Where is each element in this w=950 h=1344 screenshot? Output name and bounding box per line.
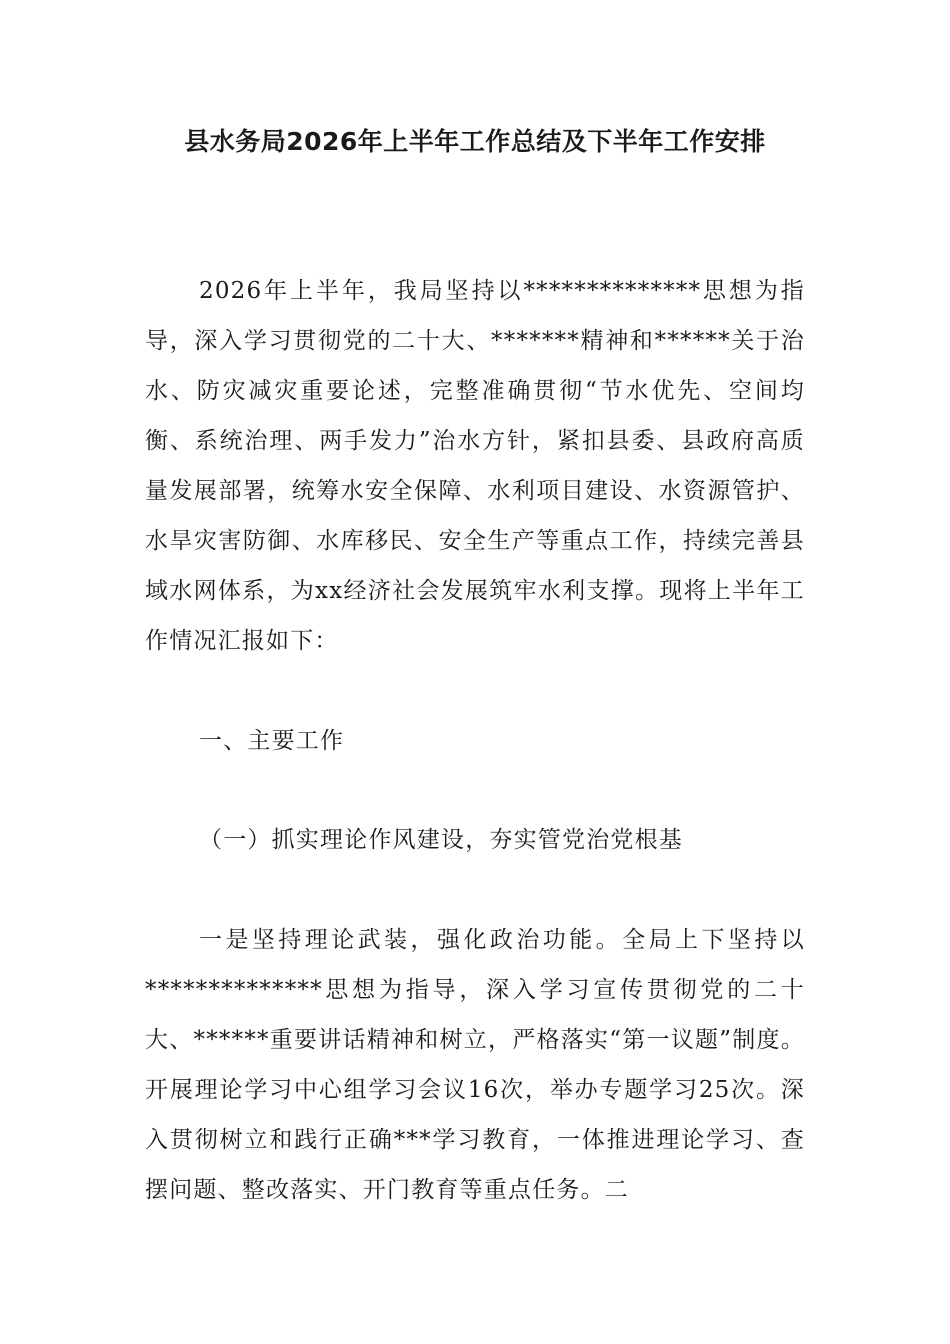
intro-paragraph: 2026年上半年，我局坚持以**************思想为指导，深入学习贯彻党的二十大、*******精神和******关于治水、防灾减灾重要论述，完整准确贯彻“节水优先、空间均衡、系统治理、两手发力”治水方针，紧扣县委、县政府高质量发展部署，统筹水安全保障、水利项目建设、水资源管护、水旱灾害防御、水库移民、安全生产等重点工作，持续完善县域水网体系，为xx经济社会发展筑牢水利支撑。现将上半年工作情况汇报如下： [145, 278, 805, 654]
document-title: 县水务局2026年上半年工作总结及下半年工作安排 [184, 127, 766, 156]
section-heading: 一、主要工作 [199, 728, 345, 754]
subsection-heading: （一）抓实理论作风建设，夯实管党治党根基 [199, 827, 683, 853]
body-paragraph: 一是坚持理论武装，强化政治功能。全局上下坚持以**************思想为指导，深入学习宣传贯彻党的二十大、******重要讲话精神和树立，严格落实“第一议题”制度。开展理论学习中心组学习会议16次，举办专题学习25次。深入贯彻树立和践行正确***学习教育，一体推进理论学习、查摆问题、整改落实、开门教育等重点任务。二 [145, 927, 805, 1203]
